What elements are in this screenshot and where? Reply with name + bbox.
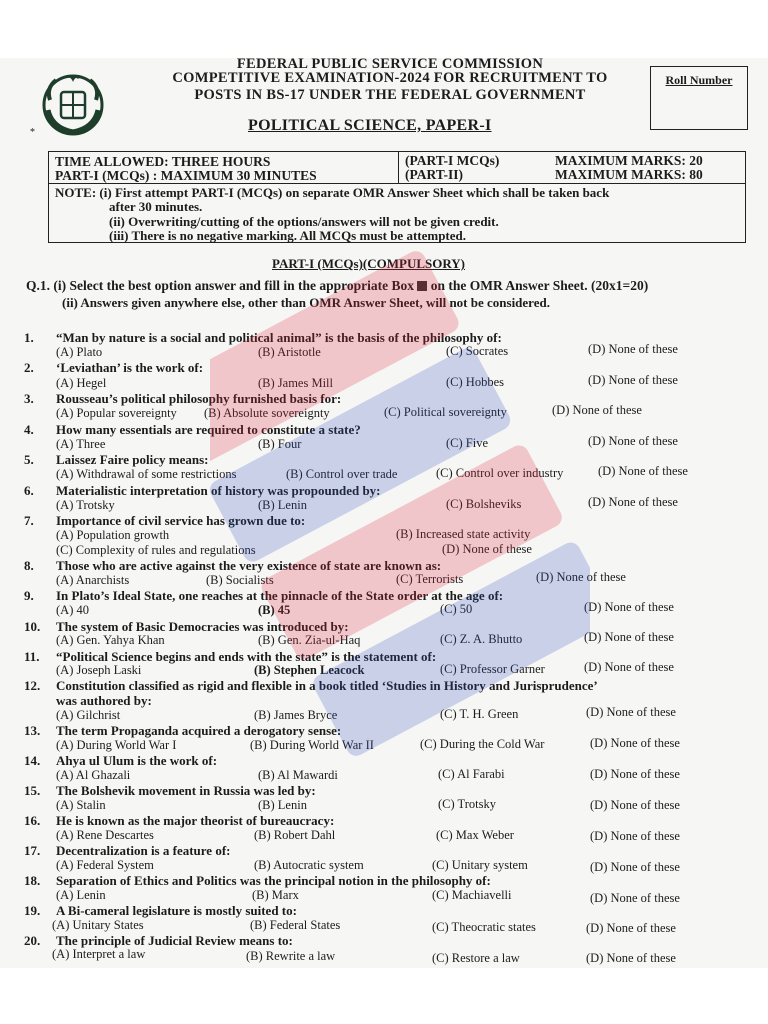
- option-c: (C) Theocratic states: [432, 920, 536, 934]
- note-line-1b: after 30 minutes.: [109, 199, 203, 214]
- option-c: (C) T. H. Green: [440, 707, 519, 721]
- option-b: (B) Al Mawardi: [258, 768, 338, 782]
- option-d: (D) None of these: [590, 860, 680, 874]
- option-d: (D) None of these: [590, 798, 680, 812]
- question-text: The system of Basic Democracies was introduced by:: [56, 619, 349, 634]
- option-d: (D) None of these: [552, 403, 642, 417]
- option-b: (B) Increased state activity: [396, 527, 531, 541]
- question-text: Those who are active against the very existence of state are known as:: [56, 558, 442, 573]
- option-b: (B) James Mill: [258, 376, 333, 390]
- question-text: ‘Leviathan’ is the work of:: [56, 360, 204, 375]
- table-divider: [398, 152, 399, 183]
- option-b: (B) Stephen Leacock: [254, 663, 365, 677]
- question-number: 12.: [24, 678, 41, 693]
- exam-subtitle: POSTS IN BS-17 UNDER THE FEDERAL GOVERNMENT: [194, 87, 586, 103]
- option-c: (C) Terrorists: [396, 572, 464, 586]
- question-text: The term Propaganda acquired a derogatory sense:: [56, 723, 342, 738]
- option-c: (C) Machiavelli: [432, 888, 512, 902]
- question-number: 20.: [24, 933, 41, 948]
- question-number: 3.: [24, 391, 34, 406]
- option-b: (B) Aristotle: [258, 345, 321, 359]
- filled-square-icon: [417, 281, 427, 291]
- question-number: 5.: [24, 452, 34, 467]
- paper-subject: POLITICAL SCIENCE, PAPER-I: [248, 117, 492, 134]
- question-number: 13.: [24, 723, 41, 738]
- option-a: (A) Gen. Yahya Khan: [56, 633, 165, 647]
- option-d: (D) None of these: [590, 891, 680, 905]
- option-c: (C) Al Farabi: [438, 767, 505, 781]
- note-line-3: (iii) There is no negative marking. All MCQs must be attempted.: [109, 228, 467, 243]
- option-d: (D) None of these: [590, 736, 680, 750]
- question-text: In Plato’s Ideal State, one reaches at the pinnacle of the State order at the age of:: [56, 588, 504, 603]
- option-d: (D) None of these: [584, 600, 674, 614]
- option-d: (D) None of these: [586, 921, 676, 935]
- time-allowed: TIME ALLOWED: THREE HOURS: [55, 154, 271, 169]
- question-text-cont: was authored by:: [56, 693, 152, 708]
- option-c: (C) Hobbes: [446, 375, 504, 389]
- question-text: Importance of civil service has grown due to:: [56, 513, 306, 528]
- option-c: (C) Socrates: [446, 344, 509, 358]
- question-number: 16.: [24, 813, 41, 828]
- option-c: (C) 50: [440, 602, 473, 616]
- option-d: (D) None of these: [588, 495, 678, 509]
- question-text: The principle of Judicial Review means to:: [56, 933, 293, 948]
- option-c: (C) Bolsheviks: [446, 497, 522, 511]
- question-text: Separation of Ethics and Politics was the principal notion in the philosophy of:: [56, 873, 491, 888]
- question-number: 17.: [24, 843, 41, 858]
- question-text: “Political Science begins and ends with the state” is the statement of:: [56, 649, 437, 664]
- option-d: (D) None of these: [442, 542, 532, 556]
- part2-label: (PART-II): [405, 167, 464, 182]
- question-text: The Bolshevik movement in Russia was led by:: [56, 783, 316, 798]
- option-b: (B) Four: [258, 437, 302, 451]
- option-a: (A) Interpret a law: [52, 947, 146, 961]
- option-a: (A) Lenin: [56, 888, 106, 902]
- fpsc-crest-icon: [40, 70, 106, 136]
- instruction-text: Q.1. (i) Select the best option answer and fill in the appropriate Box: [26, 278, 415, 293]
- option-c: (C) Five: [446, 436, 489, 450]
- option-d: (D) None of these: [598, 464, 688, 478]
- option-a: (A) Gilchrist: [56, 708, 121, 722]
- question-text: He is known as the major theorist of bureaucracy:: [56, 813, 335, 828]
- option-d: (D) None of these: [584, 660, 674, 674]
- option-a: (A) 40: [56, 603, 89, 617]
- note-line-1: NOTE: (i) First attempt PART-I (MCQs) on separate OMR Answer Sheet which shall be taken back: [55, 185, 610, 200]
- option-c: (C) Z. A. Bhutto: [440, 632, 523, 646]
- option-a: (A) During World War I: [56, 738, 177, 752]
- option-b: (B) Robert Dahl: [254, 828, 336, 842]
- option-c: (C) Max Weber: [436, 828, 514, 842]
- roll-number-box[interactable]: [650, 66, 748, 130]
- roll-number-label: Roll Number: [665, 73, 733, 87]
- option-b: (B) Lenin: [258, 798, 307, 812]
- note-line-2: (ii) Overwriting/cutting of the options/answers will not be given credit.: [109, 214, 499, 229]
- exam-info-table: [48, 151, 746, 243]
- option-c: (C) During the Cold War: [420, 737, 545, 751]
- option-d: (D) None of these: [588, 342, 678, 356]
- option-d: (D) None of these: [536, 570, 626, 584]
- option-a: (A) Withdrawal of some restrictions: [56, 467, 237, 481]
- option-d: (D) None of these: [588, 434, 678, 448]
- option-a: (A) Anarchists: [56, 573, 130, 587]
- question-text: Rousseau’s political philosophy furnished basis for:: [56, 391, 342, 406]
- option-a: (A) Population growth: [56, 528, 170, 542]
- instruction-line-1: [26, 278, 648, 294]
- question-text: How many essentials are required to constitute a state?: [56, 422, 361, 437]
- option-d: (D) None of these: [590, 829, 680, 843]
- option-a: (A) Stalin: [56, 798, 106, 812]
- question-number: 6.: [24, 483, 34, 498]
- option-c: (C) Restore a law: [432, 951, 520, 965]
- option-b: (B) Socialists: [206, 573, 274, 587]
- question-text: Materialistic interpretation of history was propounded by:: [56, 483, 381, 498]
- option-b: (B) Marx: [252, 888, 299, 902]
- option-c: (C) Professor Garner: [440, 662, 545, 676]
- option-a: (A) Plato: [56, 345, 103, 359]
- option-b: (B) Autocratic system: [254, 858, 364, 872]
- part1-marks: MAXIMUM MARKS: 20: [555, 153, 703, 168]
- option-b: (B) Federal States: [250, 918, 341, 932]
- top-margin: [0, 0, 768, 58]
- question-text: A Bi-cameral legislature is mostly suited to:: [56, 903, 297, 918]
- option-a: (A) Rene Descartes: [56, 828, 154, 842]
- part2-marks: MAXIMUM MARKS: 80: [555, 167, 703, 182]
- question-number: 1.: [24, 330, 34, 345]
- option-b: (B) During World War II: [250, 738, 374, 752]
- option-b: (B) Absolute sovereignty: [204, 406, 330, 420]
- exam-title: COMPETITIVE EXAMINATION-2024 FOR RECRUITMENT TO: [172, 70, 608, 86]
- option-a: (A) Hegel: [56, 376, 107, 390]
- question-number: 10.: [24, 619, 41, 634]
- question-number: 19.: [24, 903, 41, 918]
- option-d: (D) None of these: [586, 705, 676, 719]
- option-d: (D) None of these: [588, 373, 678, 387]
- option-c: (C) Control over industry: [436, 466, 564, 480]
- question-text: Constitution classified as rigid and flexible in a book titled ‘Studies in History and Jurisprudence’: [56, 678, 598, 693]
- instruction-line-2: (ii) Answers given anywhere else, other than OMR Answer Sheet, will not be considered.: [62, 295, 550, 310]
- option-c: (C) Unitary system: [432, 858, 528, 872]
- question-number: 2.: [24, 360, 34, 375]
- option-c: (C) Trotsky: [438, 797, 497, 811]
- instruction-text: on the OMR Answer Sheet. (20x1=20): [430, 278, 649, 293]
- option-b: (B) James Bryce: [254, 708, 338, 722]
- question-number: 8.: [24, 558, 34, 573]
- part1-label: (PART-I MCQs): [405, 153, 500, 168]
- option-b: (B) Gen. Zia-ul-Haq: [258, 633, 361, 647]
- option-d: (D) None of these: [590, 767, 680, 781]
- option-a: (A) Three: [56, 437, 106, 451]
- part1-time: PART-I (MCQs) : MAXIMUM 30 MINUTES: [55, 168, 317, 183]
- part-title: PART-I (MCQs)(COMPULSORY): [272, 256, 465, 271]
- option-a: (A) Unitary States: [52, 918, 144, 932]
- question-number: 7.: [24, 513, 34, 528]
- bottom-margin: [0, 968, 768, 1024]
- question-number: 15.: [24, 783, 41, 798]
- question-text: Ahya ul Ulum is the work of:: [56, 753, 218, 768]
- option-d: (D) None of these: [586, 951, 676, 965]
- option-a: (A) Trotsky: [56, 498, 115, 512]
- option-b: (B) Lenin: [258, 498, 307, 512]
- option-a: (A) Al Ghazali: [56, 768, 131, 782]
- star-mark: *: [30, 127, 35, 138]
- question-number: 14.: [24, 753, 41, 768]
- question-number: 9.: [24, 588, 34, 603]
- question-number: 4.: [24, 422, 34, 437]
- question-number: 18.: [24, 873, 41, 888]
- option-d: (D) None of these: [584, 630, 674, 644]
- option-b: (B) 45: [258, 603, 291, 617]
- option-a: (A) Federal System: [56, 858, 154, 872]
- question-text: “Man by nature is a social and political animal” is the basis of the philosophy of:: [56, 330, 502, 345]
- question-text: Decentralization is a feature of:: [56, 843, 231, 858]
- option-b: (B) Control over trade: [286, 467, 398, 481]
- option-c: (C) Complexity of rules and regulations: [56, 543, 256, 557]
- option-b: (B) Rewrite a law: [246, 949, 336, 963]
- option-c: (C) Political sovereignty: [384, 405, 507, 419]
- commission-title: FEDERAL PUBLIC SERVICE COMMISSION: [236, 56, 544, 72]
- option-a: (A) Popular sovereignty: [56, 406, 177, 420]
- question-text: Laissez Faire policy means:: [56, 452, 209, 467]
- option-a: (A) Joseph Laski: [56, 663, 142, 677]
- question-number: 11.: [24, 649, 40, 664]
